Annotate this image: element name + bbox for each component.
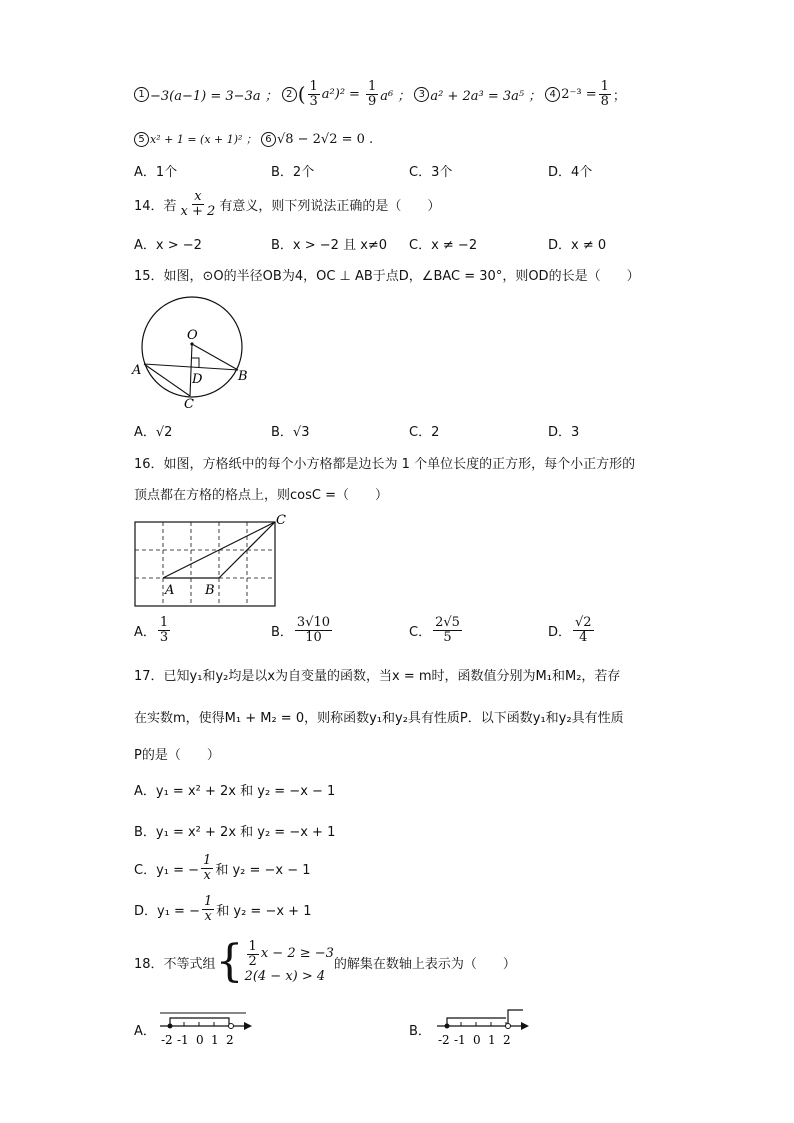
q16-grid-figure <box>128 508 298 610</box>
q18-prefix: 18．不等式组 <box>134 956 216 972</box>
q15-option-d: D．3 <box>548 425 580 440</box>
svg-text:-2: -2 <box>438 1033 450 1047</box>
q18-option-a-label: A． <box>134 1024 156 1039</box>
q14-suffix: 有意义，则下列说法正确的是（ ） <box>219 198 441 214</box>
q15-label-b: B <box>238 369 248 384</box>
q13-item1: −3(a−1) = 3−3a ； <box>150 88 278 104</box>
q13-option-a: A．1个 <box>134 165 178 180</box>
q15-label-o: O <box>187 328 198 343</box>
q13-item2-base: a²)² <box>321 86 346 102</box>
q16-option-d: D． $\frac{√2}{4}$ <box>548 615 592 645</box>
q13-item2-paren: ( <box>297 82 306 106</box>
q13-option-b: B．2个 <box>271 165 315 180</box>
q13-item2-tail: a⁶ ； <box>380 88 411 104</box>
q17-option-c: C．y₁ = − $\frac{1}{x}$ 和 y₂ = −x − 1 <box>134 853 311 883</box>
q13-item6: √8 − 2√2 = 0 . <box>276 131 374 147</box>
q15-segment-ac <box>144 364 190 396</box>
q13-item4-num: 4 <box>545 87 560 102</box>
q16-label-c: C <box>276 513 286 528</box>
svg-text:2: 2 <box>226 1033 234 1047</box>
svg-text:0: 0 <box>473 1033 481 1047</box>
q13-item2-frac: $\frac{1}{3}$ <box>309 78 318 109</box>
q15-option-b: B．√3 <box>271 425 310 440</box>
q13-line1 <box>134 78 626 110</box>
q17-option-b: B．y₁ = x² + 2x 和 y₂ = −x + 1 <box>134 825 336 840</box>
q16-option-a: A． $\frac{1}{3}$ <box>134 615 169 645</box>
q13-item5: x² + 1 = (x + 1)² ； <box>150 133 257 146</box>
q13-item2-eq: = <box>349 86 360 102</box>
q15-right-angle <box>191 358 199 367</box>
q14-option-d: D．x ≠ 0 <box>548 238 607 253</box>
q17-option-d: D．y₁ = − $\frac{1}{x}$ 和 y₂ = −x + 1 <box>134 894 312 924</box>
q18-option-b-label: B． <box>409 1024 431 1039</box>
q13-item5-num: 5 <box>134 132 149 147</box>
q16-stem-line1: 16．如图，方格纸中的每个小方格都是边长为 1 个单位长度的正方形，每个小正方形的 <box>134 457 636 472</box>
q13-item4: 2⁻³ = <box>561 86 597 102</box>
q13-line2 <box>134 131 373 147</box>
q14-option-b: B．x > −2 且 x≠0 <box>271 238 388 253</box>
svg-text:-2: -2 <box>161 1033 173 1047</box>
q13-option-c: C．3个 <box>409 165 453 180</box>
q14-stem <box>134 190 440 218</box>
q15-option-a: A．√2 <box>134 425 173 440</box>
q18-option-a-numberline <box>154 1004 264 1050</box>
svg-text:0: 0 <box>196 1033 204 1047</box>
q13-item4-tail: ； <box>612 88 626 104</box>
q15-stem: 15．如图，⊙O的半径OB为4，OC ⊥ AB于点D，∠BAC = 30°，则OD的长是（ ） <box>134 269 640 284</box>
q14-option-a: A．x > −2 <box>134 238 202 253</box>
q16-stem-line2: 顶点都在方格的格点上，则cosC =（ ） <box>134 488 388 503</box>
q13-item3-num: 3 <box>414 87 429 102</box>
q18-system: $\frac{1}{2}$ x − 2 ≥ −3 2(4 − x) > 4 <box>244 939 334 985</box>
q14-option-c: C．x ≠ −2 <box>409 238 478 253</box>
q16-label-a: A <box>165 583 175 598</box>
q14-prefix: 14．若 <box>134 198 177 214</box>
q13-item6-num: 6 <box>261 132 276 147</box>
q15-label-c: C <box>184 397 194 412</box>
q15-segment-oc <box>190 344 192 396</box>
svg-text:1: 1 <box>211 1033 219 1047</box>
q15-circle-figure <box>128 292 268 412</box>
q17-stem-line3: P的是（ ） <box>134 748 220 763</box>
q18-option-b-numberline <box>431 1004 541 1050</box>
q15-label-d: D <box>192 372 203 387</box>
q15-label-a: A <box>132 363 142 378</box>
svg-text:1: 1 <box>488 1033 496 1047</box>
q18-stem <box>134 936 516 988</box>
q16-label-b: B <box>205 583 215 598</box>
q18-brace: { <box>215 936 244 988</box>
q16-option-c: C． $\frac{2√5}{5}$ <box>409 615 460 645</box>
q13-item1-num: 1 <box>134 87 149 102</box>
q14-fraction: $\frac{x}{x + 2}$ <box>180 189 216 219</box>
q15-option-c: C．2 <box>409 425 440 440</box>
q13-item2-num: 2 <box>282 87 297 102</box>
svg-text:2: 2 <box>503 1033 511 1047</box>
q17-option-a: A．y₁ = x² + 2x 和 y₂ = −x − 1 <box>134 784 336 799</box>
svg-text:-1: -1 <box>454 1033 466 1047</box>
q17-stem-line2: 在实数m，使得M₁ + M₂ = 0，则称函数y₁和y₂具有性质P．以下函数y₁和y₂具有性质 <box>134 711 624 726</box>
q16-option-b: B． $\frac{3√10}{10}$ <box>271 615 331 645</box>
q13-option-d: D．4个 <box>548 165 593 180</box>
q13-item2-result: $\frac{1}{9}$ <box>367 78 377 109</box>
q17-stem-line1: 17．已知y₁和y₂均是以x为自变量的函数，当x = m时，函数值分别为M₁和M₂，若存 <box>134 669 621 684</box>
q13-item4-frac: $\frac{1}{8}$ <box>600 78 609 109</box>
svg-text:-1: -1 <box>177 1033 189 1047</box>
q13-item3: a² + 2a³ = 3a⁵ ； <box>430 88 542 104</box>
q18-suffix: 的解集在数轴上表示为（ ） <box>333 956 516 972</box>
